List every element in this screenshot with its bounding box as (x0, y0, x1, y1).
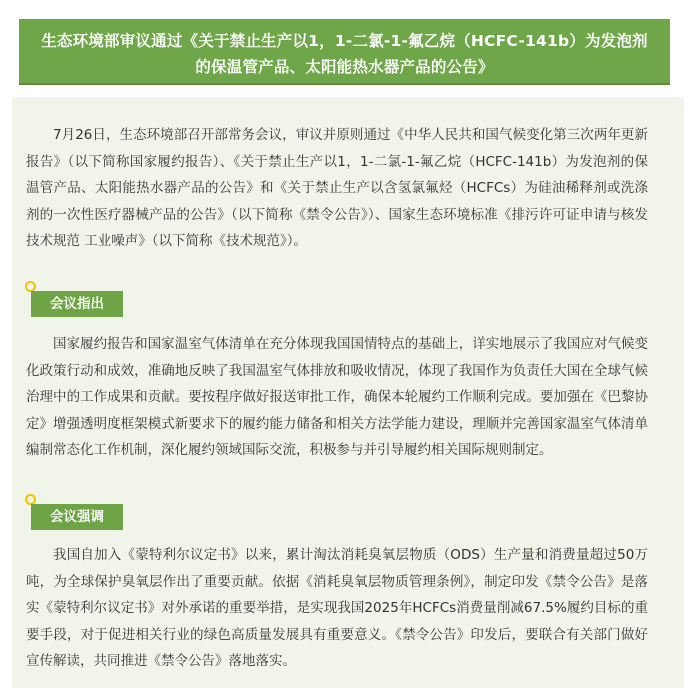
intro-paragraph: 7月26日，生态环境部召开部常务会议，审议并原则通过《中华人民共和国气候变化第三次两年更新报告》（以下简称国家履约报告）、《关于禁止生产以1，1-二氯-1-氟乙烷（HCFC-141b）为发泡剂的保温管产品、太阳能热水器产品的公告》和《关于禁止生产以含氢氯氟烃（HCFCs）为硅油稀释剂或洗涤剂的一次性医疗器械产品的公告》（以下简称《禁令公告》）、国家生态环境标准《排污许可证申请与核发技术规范 工业噪声》（以下简称《技术规范》）。 (26, 127, 648, 249)
section-paragraph-meeting-emphasized: 我国自加入《蒙特利尔议定书》以来，累计淘汰消耗臭氧层物质（ODS）生产量和消费量超过50万吨，为全球保护臭氧层作出了重要贡献。依据《消耗臭氧层物质管理条例》，制定印发《禁令公告》是落实《蒙特利尔议定书》对外承诺的重要举措，是实现我国2025年HCFCs消费量削减67.5%履约目标的重要手段，对于促进相关行业的绿色高质量发展具有重要意义。《禁令公告》印发后，要联合有关部门做好宣传解读，共同推进《禁令公告》落地落实。 (26, 547, 648, 669)
section-paragraph-meeting-pointed-out: 国家履约报告和国家温室气体清单在充分体现我国国情特点的基础上，详实地展示了我国应对气候变化政策行动和成效，准确地反映了我国温室气体排放和吸收情况，体现了我国作为负责任大国在全球气候治理中的工作成果和贡献。要按程序做好报送审批工作，确保本轮履约工作顺利完成。要加强在《巴黎协定》增强透明度框架模式新要求下的履约能力储备和相关方法学能力建设，理顺并完善国家温室气体清单编制常态化工作机制，深化履约领域国际交流，积极参与并引导履约相关国际规则制定。 (26, 336, 648, 458)
section-heading-meeting-pointed-out: 会议指出 (31, 291, 123, 317)
article-title-banner (19, 19, 670, 85)
article-title-line-1: 生态环境部审议通过《关于禁止生产以1，1-二氯-1-氟乙烷（HCFC-141b）为发泡剂 (41, 32, 648, 50)
article-title-line-2: 的保温管产品、太阳能热水器产品的公告》 (195, 58, 494, 76)
section-heading-meeting-emphasized: 会议强调 (31, 504, 123, 530)
